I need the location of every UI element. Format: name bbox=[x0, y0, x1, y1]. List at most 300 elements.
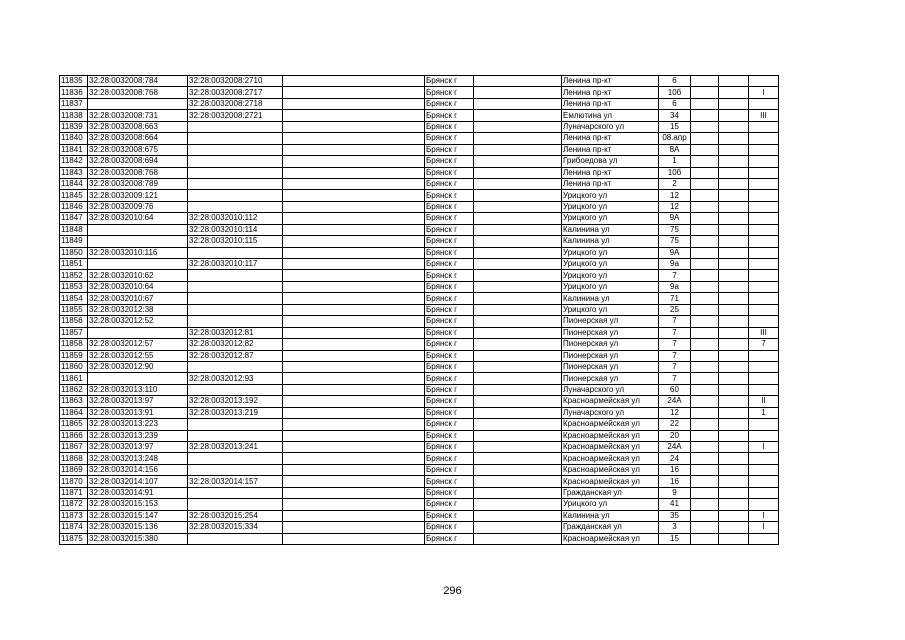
city-cell: Брянск г bbox=[425, 110, 474, 121]
row-number-cell: 11872 bbox=[60, 499, 88, 510]
row-number-cell: 11859 bbox=[60, 350, 88, 361]
table-row bbox=[60, 178, 779, 189]
building-cell: 7 bbox=[749, 339, 779, 350]
empty-cell bbox=[691, 178, 719, 189]
empty-cell bbox=[691, 270, 719, 281]
house-number-cell: 9а bbox=[659, 281, 691, 292]
empty-cell bbox=[283, 510, 425, 521]
cadastral-number-cell: 32:28:0032008:675 bbox=[88, 144, 188, 155]
city-cell: Брянск г bbox=[425, 453, 474, 464]
empty-cell bbox=[719, 213, 749, 224]
empty-cell bbox=[283, 407, 425, 418]
cadastral-number-cell: 32:28:0032015:153 bbox=[88, 499, 188, 510]
empty-cell bbox=[719, 281, 749, 292]
house-number-cell: 7 bbox=[659, 316, 691, 327]
empty-cell bbox=[719, 110, 749, 121]
second-cadastral-number-cell bbox=[188, 384, 283, 395]
empty-cell bbox=[719, 522, 749, 533]
empty-cell bbox=[474, 510, 562, 521]
empty-cell bbox=[474, 236, 562, 247]
building-cell bbox=[749, 76, 779, 87]
city-cell: Брянск г bbox=[425, 270, 474, 281]
address-table bbox=[59, 75, 779, 545]
street-cell: Луначарского ул bbox=[562, 384, 659, 395]
building-cell: I bbox=[749, 442, 779, 453]
building-cell bbox=[749, 361, 779, 372]
second-cadastral-number-cell: 32:28:0032013:219 bbox=[188, 407, 283, 418]
empty-cell bbox=[719, 476, 749, 487]
row-number-cell: 11870 bbox=[60, 476, 88, 487]
table-row bbox=[60, 293, 779, 304]
house-number-cell: 2 bbox=[659, 178, 691, 189]
row-number-cell: 11855 bbox=[60, 304, 88, 315]
building-cell bbox=[749, 178, 779, 189]
second-cadastral-number-cell: 32:28:0032015:334 bbox=[188, 522, 283, 533]
street-cell: Урицкого ул bbox=[562, 281, 659, 292]
second-cadastral-number-cell bbox=[188, 430, 283, 441]
second-cadastral-number-cell: 32:28:0032008:2718 bbox=[188, 98, 283, 109]
table-row bbox=[60, 281, 779, 292]
row-number-cell: 11871 bbox=[60, 487, 88, 498]
empty-cell bbox=[474, 373, 562, 384]
empty-cell bbox=[474, 407, 562, 418]
row-number-cell: 11845 bbox=[60, 190, 88, 201]
house-number-cell: 71 bbox=[659, 293, 691, 304]
empty-cell bbox=[691, 464, 719, 475]
empty-cell bbox=[719, 76, 749, 87]
empty-cell bbox=[691, 201, 719, 212]
empty-cell bbox=[283, 156, 425, 167]
empty-cell bbox=[719, 201, 749, 212]
empty-cell bbox=[691, 384, 719, 395]
empty-cell bbox=[691, 236, 719, 247]
house-number-cell: 15 bbox=[659, 121, 691, 132]
cadastral-number-cell: 32:28:0032012:57 bbox=[88, 339, 188, 350]
street-cell: Луначарского ул bbox=[562, 121, 659, 132]
empty-cell bbox=[474, 121, 562, 132]
second-cadastral-number-cell bbox=[188, 144, 283, 155]
city-cell: Брянск г bbox=[425, 510, 474, 521]
row-number-cell: 11857 bbox=[60, 327, 88, 338]
cadastral-number-cell bbox=[88, 236, 188, 247]
empty-cell bbox=[283, 293, 425, 304]
empty-cell bbox=[283, 270, 425, 281]
empty-cell bbox=[474, 350, 562, 361]
cadastral-number-cell: 32:28:0032008:663 bbox=[88, 121, 188, 132]
empty-cell bbox=[283, 259, 425, 270]
second-cadastral-number-cell: 32:28:0032012:82 bbox=[188, 339, 283, 350]
empty-cell bbox=[283, 384, 425, 395]
city-cell: Брянск г bbox=[425, 167, 474, 178]
house-number-cell: 16 bbox=[659, 464, 691, 475]
empty-cell bbox=[719, 396, 749, 407]
second-cadastral-number-cell: 32:28:0032012:93 bbox=[188, 373, 283, 384]
empty-cell bbox=[691, 133, 719, 144]
row-number-cell: 11861 bbox=[60, 373, 88, 384]
empty-cell bbox=[719, 384, 749, 395]
empty-cell bbox=[283, 201, 425, 212]
second-cadastral-number-cell bbox=[188, 247, 283, 258]
city-cell: Брянск г bbox=[425, 499, 474, 510]
second-cadastral-number-cell bbox=[188, 419, 283, 430]
empty-cell bbox=[283, 133, 425, 144]
building-cell bbox=[749, 316, 779, 327]
empty-cell bbox=[474, 533, 562, 544]
table-row bbox=[60, 430, 779, 441]
cadastral-number-cell: 32:28:0032013:239 bbox=[88, 430, 188, 441]
table-row bbox=[60, 487, 779, 498]
cadastral-number-cell: 32:28:0032009:121 bbox=[88, 190, 188, 201]
empty-cell bbox=[283, 178, 425, 189]
row-number-cell: 11863 bbox=[60, 396, 88, 407]
empty-cell bbox=[719, 339, 749, 350]
city-cell: Брянск г bbox=[425, 442, 474, 453]
city-cell: Брянск г bbox=[425, 522, 474, 533]
street-cell: Гражданская ул bbox=[562, 487, 659, 498]
second-cadastral-number-cell bbox=[188, 487, 283, 498]
empty-cell bbox=[719, 350, 749, 361]
empty-cell bbox=[474, 453, 562, 464]
second-cadastral-number-cell: 32:28:0032015:254 bbox=[188, 510, 283, 521]
empty-cell bbox=[283, 522, 425, 533]
empty-cell bbox=[474, 384, 562, 395]
second-cadastral-number-cell bbox=[188, 190, 283, 201]
row-number-cell: 11869 bbox=[60, 464, 88, 475]
row-number-cell: 11864 bbox=[60, 407, 88, 418]
house-number-cell: 7 bbox=[659, 270, 691, 281]
city-cell: Брянск г bbox=[425, 121, 474, 132]
row-number-cell: 11850 bbox=[60, 247, 88, 258]
house-number-cell: 20 bbox=[659, 430, 691, 441]
street-cell: Красноармейская ул bbox=[562, 464, 659, 475]
street-cell: Красноармейская ул bbox=[562, 533, 659, 544]
empty-cell bbox=[719, 533, 749, 544]
street-cell: Красноармейская ул bbox=[562, 442, 659, 453]
table-row bbox=[60, 396, 779, 407]
street-cell: Урицкого ул bbox=[562, 304, 659, 315]
house-number-cell: 3 bbox=[659, 522, 691, 533]
street-cell: Калинина ул bbox=[562, 293, 659, 304]
second-cadastral-number-cell: 32:28:0032013:192 bbox=[188, 396, 283, 407]
street-cell: Ленина пр-кт bbox=[562, 178, 659, 189]
empty-cell bbox=[691, 361, 719, 372]
empty-cell bbox=[719, 87, 749, 98]
building-cell: III bbox=[749, 327, 779, 338]
empty-cell bbox=[719, 453, 749, 464]
table-row bbox=[60, 522, 779, 533]
cadastral-number-cell: 32:28:0032008:731 bbox=[88, 110, 188, 121]
building-cell bbox=[749, 224, 779, 235]
empty-cell bbox=[691, 419, 719, 430]
empty-cell bbox=[474, 522, 562, 533]
row-number-cell: 11851 bbox=[60, 259, 88, 270]
cadastral-number-cell: 32:28:0032013:223 bbox=[88, 419, 188, 430]
house-number-cell: 24 bbox=[659, 453, 691, 464]
building-cell bbox=[749, 293, 779, 304]
house-number-cell: 7 bbox=[659, 373, 691, 384]
empty-cell bbox=[691, 144, 719, 155]
second-cadastral-number-cell bbox=[188, 316, 283, 327]
city-cell: Брянск г bbox=[425, 316, 474, 327]
row-number-cell: 11867 bbox=[60, 442, 88, 453]
empty-cell bbox=[474, 133, 562, 144]
empty-cell bbox=[691, 396, 719, 407]
row-number-cell: 11875 bbox=[60, 533, 88, 544]
street-cell: Урицкого ул bbox=[562, 201, 659, 212]
house-number-cell: 10б bbox=[659, 87, 691, 98]
table-row bbox=[60, 373, 779, 384]
empty-cell bbox=[691, 522, 719, 533]
empty-cell bbox=[283, 167, 425, 178]
empty-cell bbox=[474, 178, 562, 189]
empty-cell bbox=[691, 87, 719, 98]
city-cell: Брянск г bbox=[425, 178, 474, 189]
empty-cell bbox=[691, 190, 719, 201]
street-cell: Пионерская ул bbox=[562, 327, 659, 338]
house-number-cell: 9 bbox=[659, 487, 691, 498]
building-cell bbox=[749, 121, 779, 132]
street-cell: Ленина пр-кт bbox=[562, 98, 659, 109]
table-row bbox=[60, 236, 779, 247]
empty-cell bbox=[691, 430, 719, 441]
house-number-cell: 12 bbox=[659, 407, 691, 418]
second-cadastral-number-cell bbox=[188, 167, 283, 178]
street-cell: Калинина ул bbox=[562, 224, 659, 235]
city-cell: Брянск г bbox=[425, 213, 474, 224]
empty-cell bbox=[474, 87, 562, 98]
building-cell bbox=[749, 190, 779, 201]
empty-cell bbox=[474, 190, 562, 201]
row-number-cell: 11838 bbox=[60, 110, 88, 121]
street-cell: Красноармейская ул bbox=[562, 430, 659, 441]
empty-cell bbox=[719, 190, 749, 201]
building-cell bbox=[749, 247, 779, 258]
empty-cell bbox=[283, 144, 425, 155]
empty-cell bbox=[474, 476, 562, 487]
house-number-cell: 60 bbox=[659, 384, 691, 395]
city-cell: Брянск г bbox=[425, 304, 474, 315]
building-cell bbox=[749, 213, 779, 224]
building-cell bbox=[749, 236, 779, 247]
house-number-cell: 7 bbox=[659, 339, 691, 350]
row-number-cell: 11835 bbox=[60, 76, 88, 87]
empty-cell bbox=[474, 144, 562, 155]
street-cell: Урицкого ул bbox=[562, 247, 659, 258]
empty-cell bbox=[691, 499, 719, 510]
second-cadastral-number-cell: 32:28:0032008:2717 bbox=[188, 87, 283, 98]
empty-cell bbox=[474, 327, 562, 338]
table-row bbox=[60, 259, 779, 270]
building-cell bbox=[749, 270, 779, 281]
empty-cell bbox=[474, 156, 562, 167]
city-cell: Брянск г bbox=[425, 476, 474, 487]
cadastral-number-cell: 32:28:0032008:784 bbox=[88, 76, 188, 87]
table-row bbox=[60, 213, 779, 224]
empty-cell bbox=[283, 213, 425, 224]
cadastral-number-cell: 32:28:0032015:147 bbox=[88, 510, 188, 521]
building-cell bbox=[749, 453, 779, 464]
empty-cell bbox=[691, 156, 719, 167]
cadastral-number-cell: 32:28:0032010:116 bbox=[88, 247, 188, 258]
empty-cell bbox=[691, 304, 719, 315]
cadastral-number-cell: 32:28:0032013:91 bbox=[88, 407, 188, 418]
cadastral-number-cell: 32:28:0032008:664 bbox=[88, 133, 188, 144]
empty-cell bbox=[691, 373, 719, 384]
building-cell bbox=[749, 144, 779, 155]
empty-cell bbox=[283, 442, 425, 453]
empty-cell bbox=[283, 339, 425, 350]
empty-cell bbox=[283, 121, 425, 132]
table-row bbox=[60, 510, 779, 521]
second-cadastral-number-cell bbox=[188, 293, 283, 304]
second-cadastral-number-cell: 32:28:0032010:112 bbox=[188, 213, 283, 224]
cadastral-number-cell: 32:28:0032008:694 bbox=[88, 156, 188, 167]
house-number-cell: 6 bbox=[659, 76, 691, 87]
empty-cell bbox=[719, 133, 749, 144]
house-number-cell: 1 bbox=[659, 156, 691, 167]
empty-cell bbox=[719, 327, 749, 338]
row-number-cell: 11866 bbox=[60, 430, 88, 441]
building-cell: 1 bbox=[749, 407, 779, 418]
row-number-cell: 11862 bbox=[60, 384, 88, 395]
street-cell: Калинина ул bbox=[562, 236, 659, 247]
city-cell: Брянск г bbox=[425, 384, 474, 395]
table-row bbox=[60, 339, 779, 350]
city-cell: Брянск г bbox=[425, 236, 474, 247]
empty-cell bbox=[474, 110, 562, 121]
row-number-cell: 11840 bbox=[60, 133, 88, 144]
second-cadastral-number-cell bbox=[188, 201, 283, 212]
house-number-cell: 7 bbox=[659, 350, 691, 361]
cadastral-number-cell bbox=[88, 327, 188, 338]
table-row bbox=[60, 167, 779, 178]
empty-cell bbox=[719, 144, 749, 155]
row-number-cell: 11856 bbox=[60, 316, 88, 327]
empty-cell bbox=[474, 499, 562, 510]
street-cell: Гражданская ул bbox=[562, 522, 659, 533]
second-cadastral-number-cell: 32:28:0032010:114 bbox=[188, 224, 283, 235]
city-cell: Брянск г bbox=[425, 339, 474, 350]
empty-cell bbox=[691, 442, 719, 453]
empty-cell bbox=[283, 224, 425, 235]
house-number-cell: 15 bbox=[659, 533, 691, 544]
table-row bbox=[60, 270, 779, 281]
cadastral-number-cell: 32:28:0032014:91 bbox=[88, 487, 188, 498]
table-row bbox=[60, 407, 779, 418]
street-cell: Пионерская ул bbox=[562, 316, 659, 327]
empty-cell bbox=[283, 110, 425, 121]
street-cell: Урицкого ул bbox=[562, 270, 659, 281]
empty-cell bbox=[691, 259, 719, 270]
city-cell: Брянск г bbox=[425, 327, 474, 338]
row-number-cell: 11854 bbox=[60, 293, 88, 304]
second-cadastral-number-cell: 32:28:0032010:115 bbox=[188, 236, 283, 247]
building-cell: I bbox=[749, 510, 779, 521]
second-cadastral-number-cell bbox=[188, 304, 283, 315]
city-cell: Брянск г bbox=[425, 259, 474, 270]
empty-cell bbox=[283, 98, 425, 109]
empty-cell bbox=[283, 281, 425, 292]
city-cell: Брянск г bbox=[425, 293, 474, 304]
empty-cell bbox=[474, 293, 562, 304]
table-row bbox=[60, 384, 779, 395]
empty-cell bbox=[691, 316, 719, 327]
street-cell: Калинина ул bbox=[562, 510, 659, 521]
building-cell bbox=[749, 487, 779, 498]
row-number-cell: 11874 bbox=[60, 522, 88, 533]
house-number-cell: 22 bbox=[659, 419, 691, 430]
building-cell bbox=[749, 281, 779, 292]
table-row bbox=[60, 190, 779, 201]
cadastral-number-cell: 32:28:0032012:55 bbox=[88, 350, 188, 361]
empty-cell bbox=[474, 487, 562, 498]
street-cell: Пионерская ул bbox=[562, 361, 659, 372]
cadastral-number-cell bbox=[88, 259, 188, 270]
second-cadastral-number-cell: 32:28:0032012:81 bbox=[188, 327, 283, 338]
city-cell: Брянск г bbox=[425, 76, 474, 87]
empty-cell bbox=[719, 167, 749, 178]
cadastral-number-cell bbox=[88, 98, 188, 109]
empty-cell bbox=[719, 304, 749, 315]
second-cadastral-number-cell bbox=[188, 533, 283, 544]
house-number-cell: 8А bbox=[659, 144, 691, 155]
table-body bbox=[60, 76, 779, 545]
table-row bbox=[60, 133, 779, 144]
street-cell: Емлютина ул bbox=[562, 110, 659, 121]
cadastral-number-cell: 32:28:0032008:768 bbox=[88, 167, 188, 178]
table-row bbox=[60, 87, 779, 98]
table-row bbox=[60, 316, 779, 327]
empty-cell bbox=[283, 453, 425, 464]
house-number-cell: 9а bbox=[659, 259, 691, 270]
empty-cell bbox=[474, 201, 562, 212]
table-row bbox=[60, 464, 779, 475]
building-cell bbox=[749, 201, 779, 212]
building-cell bbox=[749, 476, 779, 487]
cadastral-number-cell: 32:28:0032013:97 bbox=[88, 442, 188, 453]
house-number-cell: 08.апр bbox=[659, 133, 691, 144]
house-number-cell: 9А bbox=[659, 213, 691, 224]
empty-cell bbox=[691, 224, 719, 235]
city-cell: Брянск г bbox=[425, 247, 474, 258]
city-cell: Брянск г bbox=[425, 487, 474, 498]
empty-cell bbox=[691, 327, 719, 338]
cadastral-number-cell: 32:28:0032012:38 bbox=[88, 304, 188, 315]
city-cell: Брянск г bbox=[425, 464, 474, 475]
row-number-cell: 11847 bbox=[60, 213, 88, 224]
empty-cell bbox=[691, 487, 719, 498]
house-number-cell: 7 bbox=[659, 361, 691, 372]
house-number-cell: 10б bbox=[659, 167, 691, 178]
city-cell: Брянск г bbox=[425, 396, 474, 407]
empty-cell bbox=[474, 259, 562, 270]
house-number-cell: 24А bbox=[659, 442, 691, 453]
empty-cell bbox=[719, 442, 749, 453]
second-cadastral-number-cell bbox=[188, 281, 283, 292]
second-cadastral-number-cell: 32:28:0032013:241 bbox=[188, 442, 283, 453]
building-cell: I bbox=[749, 522, 779, 533]
row-number-cell: 11841 bbox=[60, 144, 88, 155]
house-number-cell: 35 bbox=[659, 510, 691, 521]
table-row bbox=[60, 144, 779, 155]
row-number-cell: 11852 bbox=[60, 270, 88, 281]
row-number-cell: 11858 bbox=[60, 339, 88, 350]
row-number-cell: 11849 bbox=[60, 236, 88, 247]
cadastral-number-cell: 32:28:0032008:768 bbox=[88, 87, 188, 98]
street-cell: Красноармейская ул bbox=[562, 396, 659, 407]
street-cell: Урицкого ул bbox=[562, 213, 659, 224]
city-cell: Брянск г bbox=[425, 419, 474, 430]
